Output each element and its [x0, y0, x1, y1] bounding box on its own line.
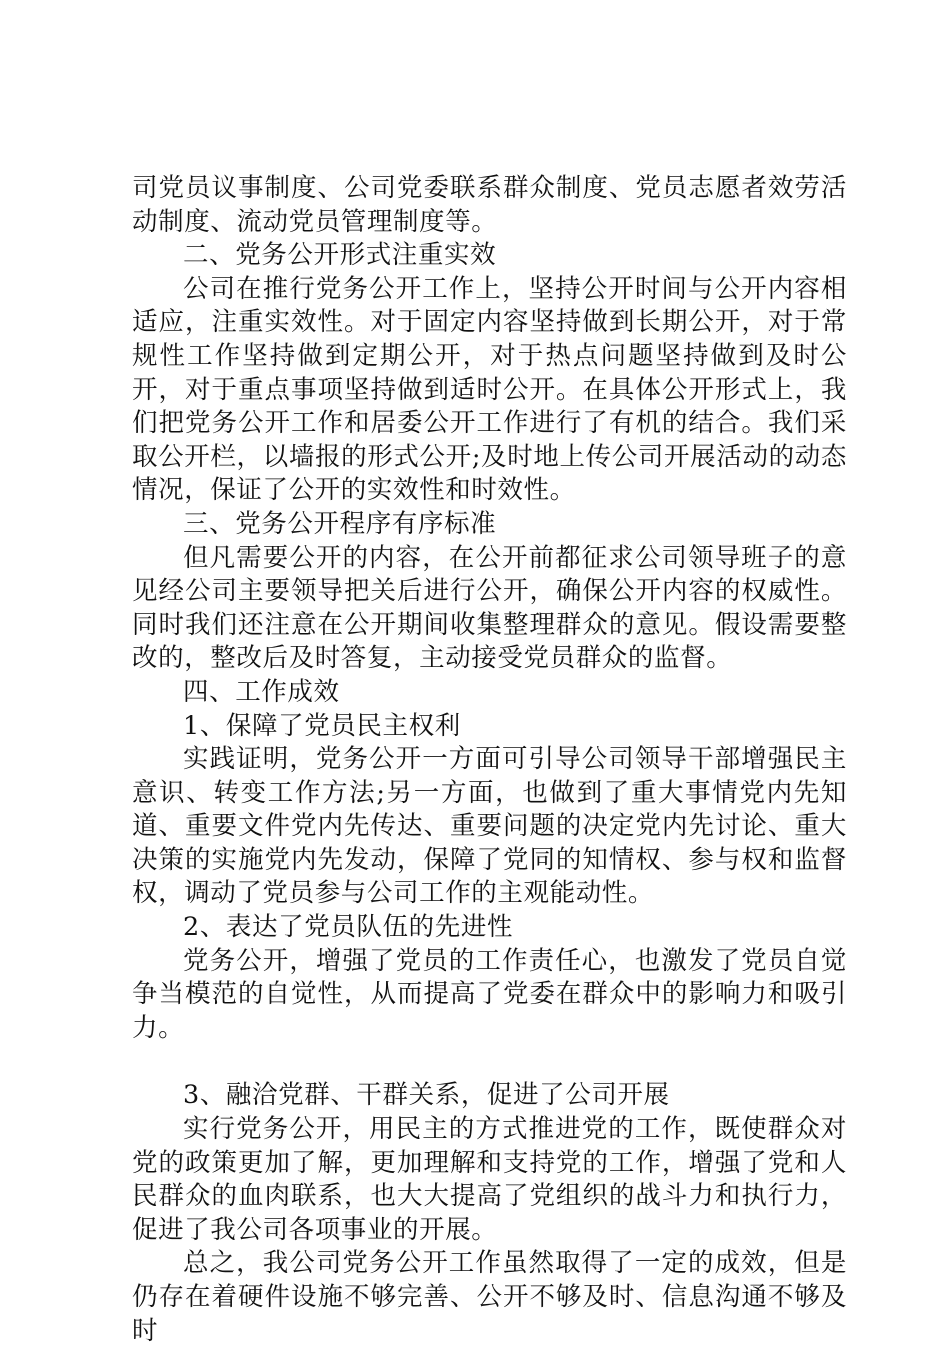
document-body	[132, 172, 847, 1348]
paragraph-continued-regulations: 司党员议事制度、公司党委联系群众制度、党员志愿者效劳活动制度、流动党员管理制度等。	[132, 173, 847, 237]
paragraph-relations: 实行党务公开，用民主的方式推进党的工作，既使群众对党的政策更加了解，更加理解和支持党的工作，增强了党和人民群众的血肉联系，也大大提高了党组织的战斗力和执行力，促进了我公司各项事业的开展。	[132, 1114, 847, 1245]
paragraph-public-form: 公司在推行党务公开工作上，坚持公开时间与公开内容相适应，注重实效性。对于固定内容坚持做到长期公开，对于常规性工作坚持做到定期公开，对于热点问题坚持做到及时公开，对于重点事项坚持做到适时公开。在具体公开形式上，我们把党务公开工作和居委公开工作进行了有机的结合。我们采取公开栏，以墙报的形式公开;及时地上传公司开展活动的动态情况，保证了公开的实效性和时效性。	[132, 273, 847, 506]
paragraph-democratic-rights: 实践证明，党务公开一方面可引导公司领导干部增强民主意识、转变工作方法;另一方面，也做到了重大事情党内先知道、重要文件党内先传达、重要问题的决定党内先讨论、重大决策的实施党内先发动，保障了党同的知情权、参与权和监督权，调动了党员参与公司工作的主观能动性。	[132, 744, 847, 909]
subheading-2: 2、表达了党员队伍的先进性	[183, 912, 514, 943]
section-heading-2: 二、党务公开形式注重实效	[183, 240, 497, 271]
subheading-3: 3、融洽党群、干群关系，促进了公司开展	[183, 1080, 670, 1111]
subheading-1: 1、保障了党员民主权利	[183, 710, 461, 741]
section-heading-3: 三、党务公开程序有序标准	[183, 508, 497, 539]
section-heading-4: 四、工作成效	[183, 676, 340, 707]
paragraph-advanced-nature: 党务公开，增强了党员的工作责任心，也激发了党员自觉争当模范的自觉性，从而提高了党委在群众中的影响力和吸引力。	[132, 945, 847, 1043]
paragraph-gap	[132, 1045, 847, 1079]
paragraph-conclusion: 总之，我公司党务公开工作虽然取得了一定的成效，但是仍存在着硬件设施不够完善、公开不够及时、信息沟通不够及时	[132, 1248, 847, 1346]
paragraph-procedure: 但凡需要公开的内容，在公开前都征求公司领导班子的意见经公司主要领导把关后进行公开，确保公开内容的权威性。同时我们还注意在公开期间收集整理群众的意见。假设需要整改的，整改后及时答复，主动接受党员群众的监督。	[132, 542, 847, 674]
